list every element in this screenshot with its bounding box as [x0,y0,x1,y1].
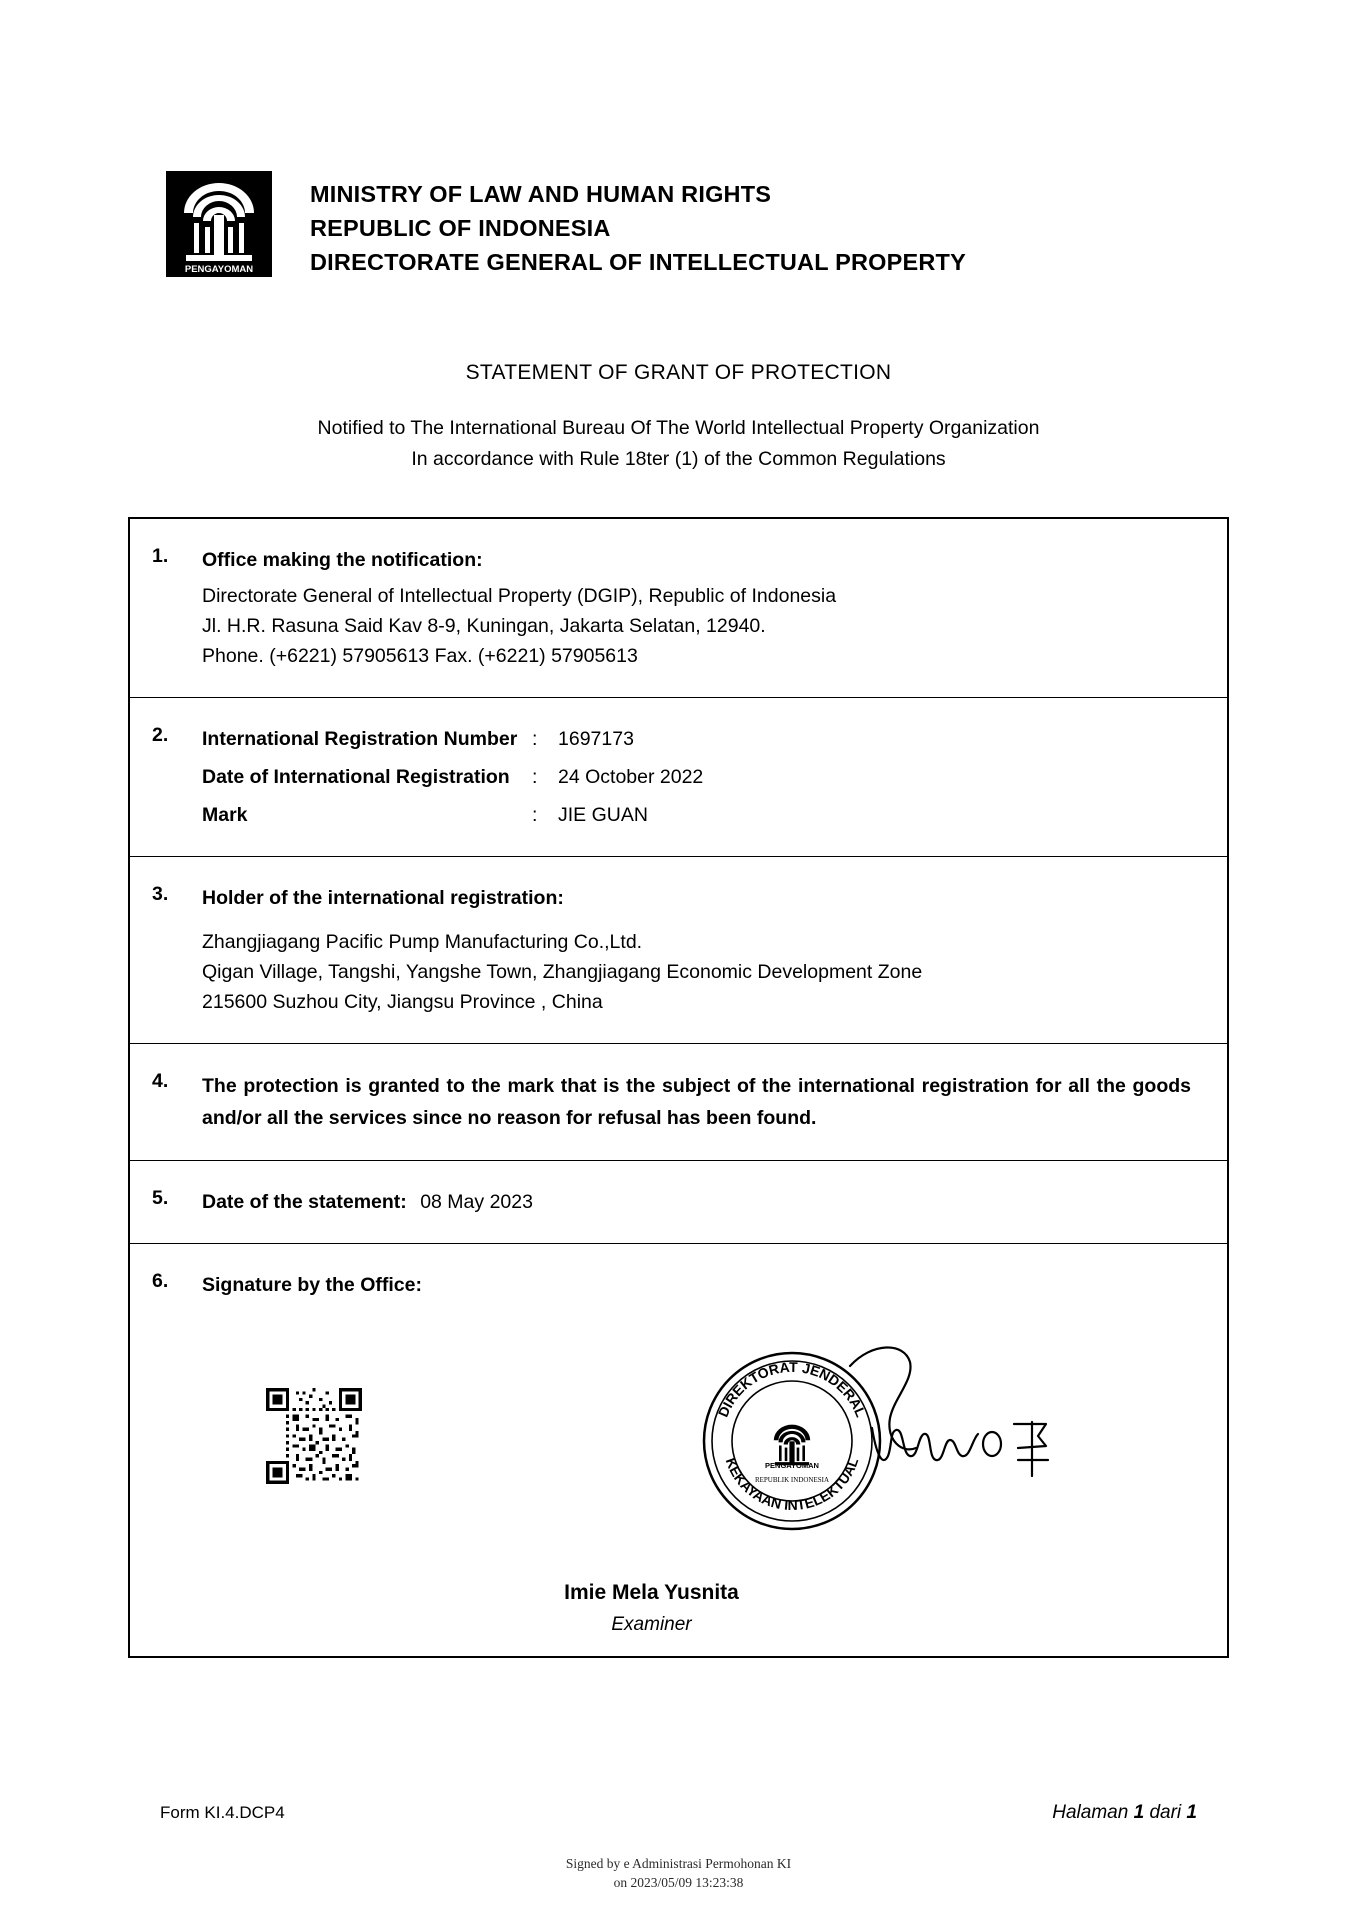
form-code: Form KI.4.DCP4 [160,1803,285,1822]
label-date-of-international-registration: Date of International Registration [202,766,510,788]
statement-date-cell [202,1161,1227,1243]
page-prefix: Halaman [1052,1802,1134,1823]
separator-1: : [532,728,538,750]
separator-2: : [532,766,538,788]
document-header [0,0,1357,283]
esign-line-1: Signed by e Administrasi Permohonan KI [565,1856,792,1871]
registration-cell [202,698,1227,856]
page-current: 1 [1133,1802,1145,1823]
table-row-holder [130,857,1227,1044]
row-number-4: 4. [152,1070,169,1092]
ministry-title-block [310,165,966,279]
page-indicator [1052,1802,1197,1824]
holder-line-2: Qigan Village, Tangshi, Yangshe Town, Zhangjiagang Economic Development Zone [202,961,923,983]
value-international-registration-number: 1697173 [558,728,634,750]
signer-name: Imie Mela Yusnita [564,1581,739,1604]
holder-heading: Holder of the international registration: [202,887,564,909]
ministry-line-3: DIRECTORATE GENERAL OF INTELLECTUAL PROPERTY [310,249,966,275]
office-line-2: Jl. H.R. Rasuna Said Kav 8-9, Kuningan, Jakarta Selatan, 12940. [202,615,766,637]
svg-text:DIREKTORAT JENDERAL: DIREKTORAT JENDERAL [714,1358,870,1420]
value-mark: JIE GUAN [558,804,648,826]
holder-line-3: 215600 Suzhou City, Jiangsu Province , China [202,991,603,1013]
label-international-registration-number: International Registration Number [202,728,518,750]
ministry-line-1: MINISTRY OF LAW AND HUMAN RIGHTS [310,181,772,207]
row-number-5: 5. [152,1187,169,1209]
qr-code[interactable] [266,1388,362,1484]
signature-heading: Signature by the Office: [202,1274,422,1296]
ministry-crest-logo [160,165,278,283]
table-row-registration [130,698,1227,857]
office-line-1: Directorate General of Intellectual Property (DGIP), Republic of Indonesia [202,585,837,607]
table-row-signature [130,1244,1227,1656]
esign-line-2: on 2023/05/09 13:23:38 [613,1875,744,1890]
document-subtitle [0,413,1357,475]
subtitle-line-2: In accordance with Rule 18ter (1) of the Common Regulations [411,448,946,470]
signature-cell [202,1244,1227,1656]
holder-cell [202,857,1227,1043]
svg-text:REPUBLIK INDONESIA: REPUBLIK INDONESIA [754,1476,830,1484]
table-row-statement-date [130,1161,1227,1244]
row-number-6: 6. [152,1270,169,1292]
page-total: 1 [1186,1802,1197,1823]
handwritten-signature [832,1336,1062,1526]
signer-role: Examiner [611,1614,692,1635]
holder-line-1: Zhangjiagang Pacific Pump Manufacturing Co.,Ltd. [202,931,643,953]
crest-caption: PENGAYOMAN [184,264,254,275]
signature-area [202,1326,1201,1576]
office-line-3: Phone. (+6221) 57905613 Fax. (+6221) 57905613 [202,645,638,667]
office-cell [202,519,1227,697]
label-mark: Mark [202,804,248,826]
table-row-protection [130,1044,1227,1161]
svg-text:KEKAYAAN INTELEKTUAL: KEKAYAAN INTELEKTUAL [722,1455,862,1514]
electronic-signature-note [0,1854,1357,1892]
protection-cell [202,1044,1227,1160]
row-number-3: 3. [152,883,169,905]
svg-text:PENGAYOMAN: PENGAYOMAN [765,1461,819,1470]
row-number-1: 1. [152,545,169,567]
row-number-2: 2. [152,724,169,746]
page-middle: dari [1144,1802,1187,1823]
registration-fields [202,724,1201,830]
subtitle-line-1: Notified to The International Bureau Of The World Intellectual Property Organization [317,417,1040,439]
office-heading: Office making the notification: [202,549,483,571]
separator-3: : [532,804,538,826]
document-footer [0,1802,1357,1824]
page-title: STATEMENT OF GRANT OF PROTECTION [465,361,892,384]
table-row-office [130,519,1227,698]
ministry-line-2: REPUBLIC OF INDONESIA [310,215,611,241]
value-date-of-international-registration: 24 October 2022 [558,766,704,788]
statement-table [128,517,1229,1658]
statement-date-value: 08 May 2023 [420,1191,533,1213]
protection-statement: The protection is granted to the mark that is the subject of the international registration for all the goods and/or all the services since no reason for refusal has been found. [202,1075,1191,1129]
statement-date-label: Date of the statement: [202,1191,407,1213]
